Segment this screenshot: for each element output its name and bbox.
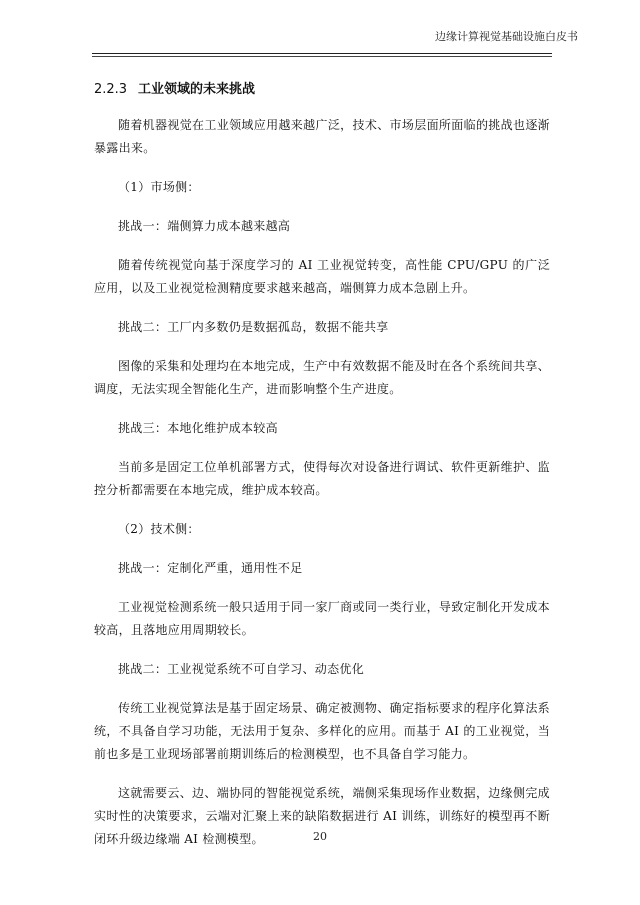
section-number: 2.2.3 xyxy=(94,82,128,97)
market-challenge-1-body: 随着传统视觉向基于深度学习的 AI 工业视觉转变，高性能 CPU/GPU 的广泛应用，以及工业视觉检测精度要求越来越高，端侧算力成本急剧上升。 xyxy=(94,258,550,295)
market-challenge-2-body: 图像的采集和处理均在本地完成，生产中有效数据不能及时在各个系统间共享、调度，无法实现全智能化生产，进而影响整个生产进度。 xyxy=(94,359,550,396)
header-rule xyxy=(92,53,552,54)
closing-paragraph: 这就需要云、边、端协同的智能视觉系统，端侧采集现场作业数据，边缘侧完成实时性的决策要求，云端对汇聚上来的缺陷数据进行 AI 训练，训练好的模型再不断闭环升级边缘端 AI 检测模型。 xyxy=(94,786,550,846)
header-rule-thin xyxy=(92,56,552,57)
market-heading: （1）市场侧： xyxy=(118,180,200,194)
tech-challenge-1-title: 挑战一：定制化严重，通用性不足 xyxy=(118,561,303,575)
tech-challenge-1-body: 工业视觉检测系统一般只适用于同一家厂商或同一类行业，导致定制化开发成本较高，且落地应用周期较长。 xyxy=(94,600,550,637)
tech-heading: （2）技术侧： xyxy=(118,522,200,536)
market-challenge-1-title: 挑战一：端侧算力成本越来越高 xyxy=(118,219,291,233)
page-body xyxy=(94,80,550,867)
intro-paragraph: 随着机器视觉在工业领域应用越来越广泛，技术、市场层面所面临的挑战也逐渐暴露出来。 xyxy=(94,118,550,155)
running-header: 边缘计算视觉基础设施白皮书 xyxy=(435,30,578,43)
market-challenge-2-title: 挑战二：工厂内多数仍是数据孤岛，数据不能共享 xyxy=(118,320,389,334)
tech-challenge-2-body: 传统工业视觉算法是基于固定场景、确定被测物、确定指标要求的程序化算法系统，不具备自学习功能，无法用于复杂、多样化的应用。而基于 AI 的工业视觉，当前也多是工业现场部署前期训练后的检测模型，也不具备自学习能力。 xyxy=(94,701,550,761)
section-heading xyxy=(94,80,550,100)
tech-challenge-2-title: 挑战二：工业视觉系统不可自学习、动态优化 xyxy=(118,662,365,676)
market-challenge-3-title: 挑战三：本地化维护成本较高 xyxy=(118,421,278,435)
section-title: 工业领域的未来挑战 xyxy=(138,82,256,97)
page-number: 20 xyxy=(313,830,327,843)
market-challenge-3-body: 当前多是固定工位单机部署方式，使得每次对设备进行调试、软件更新维护、监控分析都需要在本地完成，维护成本较高。 xyxy=(94,460,550,497)
